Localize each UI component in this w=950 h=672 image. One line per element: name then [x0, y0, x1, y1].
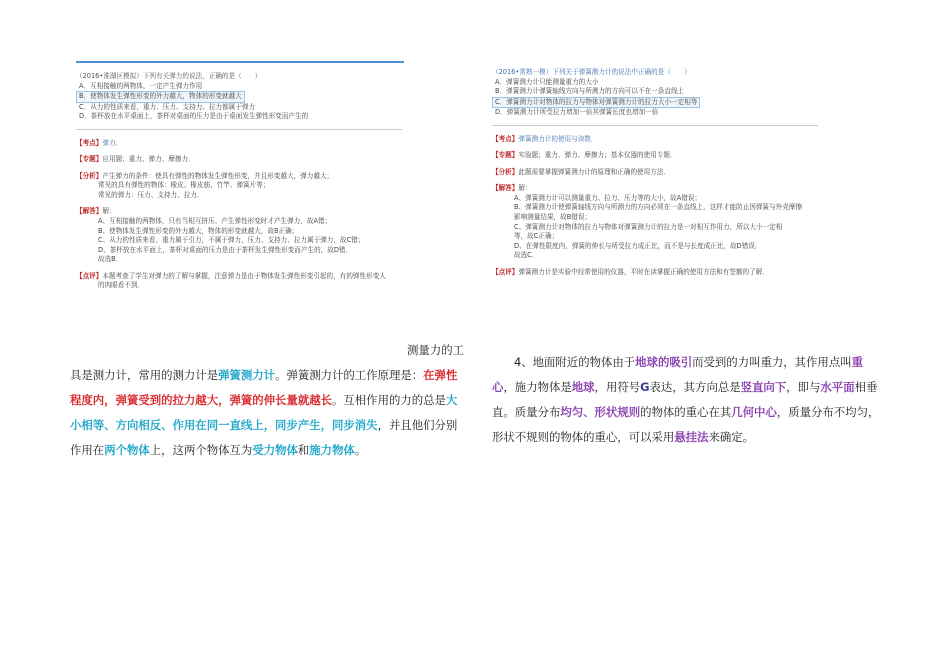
right-text-seg: ，质量分布不均匀，形状不规则的物体的重心，可以采用	[492, 405, 880, 444]
left-kaodian-tag: 【考点】	[76, 138, 103, 147]
highlight-geometric-center: 几何中心	[731, 405, 777, 419]
right-dianping-text: 弹簧测力计是实验中经常使用的仪器，平时在读掌握正确的使用方法和有签额的了解．	[518, 267, 769, 276]
left-dianping	[76, 272, 406, 282]
left-question-stem: （2016•淮湖区模拟）下列有关弹力的说法，正确的是（ ）	[76, 72, 262, 80]
highlight-equal-opposite: 大小相等、方向相反、作用在同一直线上，同步产生，同步消失	[70, 393, 458, 432]
right-text-seg: 来确定。	[708, 430, 755, 444]
left-zhuanti-tag: 【专题】	[76, 155, 103, 164]
right-option-d: D．弹簧测力计所受拉力增加一倍其弹簧长度也增加一倍	[495, 108, 659, 117]
left-option-b: B．使物体发生弹性形变的外力越大，物体的形变就越大	[76, 91, 245, 103]
right-jieda-line-3: 影响测量结果，故B错误；	[514, 213, 592, 222]
left-kaodian-text: 弹力．	[102, 138, 123, 147]
right-kaodian-text: 弹簧测力计的使用与读数．	[518, 134, 598, 143]
right-body-paragraph	[492, 350, 882, 450]
right-option-c: C．弹簧测力计对物体的拉力与物体对弹簧测力计的拉力大小一定相等	[492, 97, 700, 109]
left-text-seg: 上，这两个物体互为	[149, 443, 253, 457]
right-text-seg: 而受到的力叫重力，其作用点叫	[692, 355, 852, 369]
right-zhuanti	[492, 151, 822, 161]
highlight-spring-scale: 弹簧测力计	[218, 368, 276, 382]
right-option-a: A．弹簧测力计只能测量重力的大小	[495, 77, 599, 86]
left-option-d: D．茶杯放在水平桌面上，茶杯对桌面的压力是由于桌面发生弹性形变而产生的	[79, 112, 309, 121]
left-jieda-head: 解：	[102, 207, 116, 216]
right-dianping	[492, 268, 822, 278]
left-text-seg: 具是测力计，常用的测力计是	[70, 368, 219, 382]
right-jieda-line-7: 故选C．	[514, 251, 539, 260]
left-dianping-line-1: 本题考查了学生对弹力的了解与掌握，注意弹力是由于物体发生弹性形变引起的，有的弹性形变人	[102, 271, 386, 280]
left-jieda-line-2: B、使物体发生弹性形变的外力越大，物体的形变就越大，故B正确；	[98, 226, 299, 235]
right-text-seg: 相垂直。质量分布	[492, 380, 878, 419]
right-question-stem: （2016•常熟一模）下列关于弹簧测力计的说法中正确的是（ ）	[492, 68, 691, 76]
highlight-earth-attraction: 地球的吸引	[635, 355, 693, 369]
highlight-uniform-regular: 均匀、形状规则	[560, 405, 641, 419]
right-text-seg: 的物体的重心在其	[640, 405, 732, 419]
right-jieda	[492, 184, 822, 194]
left-dianping-line-2: 的肉眼看不到．	[98, 281, 145, 290]
left-jieda-line-1: A、互相接触的两物体，只有当相互挤压、产生弹性形变时才产生弹力，故A错；	[98, 217, 332, 226]
left-fenxi-tag: 【分析】	[76, 171, 103, 180]
right-fenxi-text: 此题需要掌握弹簧测力计的原理和正确的使用方法．	[518, 167, 671, 176]
left-body-paragraph	[70, 363, 466, 463]
right-kaodian	[492, 135, 822, 145]
right-text-seg: 4、地面附近的物体由于	[514, 355, 636, 369]
left-text-seg: ，并且他们分别作用在	[70, 418, 458, 457]
left-option-a: A．互相接触的两物体，一定产生弹力作用	[79, 81, 203, 90]
left-text-seg: 。	[354, 443, 367, 457]
highlight-earth: 地球	[571, 380, 595, 394]
left-jieda-tag: 【解答】	[76, 207, 103, 216]
left-text-seg: 。弹簧测力计的工作原理是：	[275, 368, 424, 382]
left-zhuanti	[76, 155, 406, 165]
left-jieda-line-5: 故选B．	[98, 255, 123, 264]
right-zhuanti-text: 实验题；重力、弹力、摩擦力；基本仪器的使用专题．	[518, 151, 677, 160]
right-text-seg: 表达，其方向总是	[649, 380, 741, 394]
left-body-text	[70, 338, 466, 463]
highlight-horizontal-plane: 水平面	[820, 380, 855, 394]
right-jieda-line-6: D、在弹性限度内，弹簧的伸长与所受拉力成正比，而不是与长度成正比，故D错误．	[514, 241, 762, 250]
right-kaodian-tag: 【考点】	[492, 134, 519, 143]
highlight-applying-object: 施力物体	[309, 443, 355, 457]
left-jieda-line-3: C、从力的性质来看，重力属于引力，不属于弹力，压力、支持力、拉力属于弹力，故C错；	[98, 236, 365, 245]
left-divider	[76, 129, 402, 130]
right-dianping-tag: 【点评】	[492, 267, 519, 276]
right-fenxi	[492, 168, 822, 178]
right-text-seg: ，施力物体是	[503, 380, 572, 394]
right-jieda-line-1: A、弹簧测力计可以测量重力、拉力、压力等的大小，故A错误；	[514, 193, 702, 202]
left-text-seg: 和	[297, 443, 310, 457]
left-dianping-tag: 【点评】	[76, 271, 103, 280]
right-zhuanti-tag: 【专题】	[492, 151, 519, 160]
right-fenxi-tag: 【分析】	[492, 167, 519, 176]
right-jieda-line-5: 等，故C正确；	[514, 232, 559, 241]
left-question-panel	[76, 62, 406, 291]
left-option-c: C．从力的性质来看，重力、压力、支持力、拉力都属于弹力	[79, 102, 256, 111]
highlight-two-objects: 两个物体	[104, 443, 150, 457]
right-jieda-tag: 【解答】	[492, 184, 519, 193]
left-kaodian	[76, 139, 406, 149]
right-option-b: B．弹簧测力计弹簧轴线方向与所测力的方向可以不在一条直线上	[495, 87, 685, 96]
symbol-g: G	[640, 380, 650, 394]
right-jieda-line-4: C、弹簧测力计对物体的拉力与物体对弹簧测力计的拉力是一对相互作用力，所以大小一定相	[514, 222, 783, 231]
right-divider	[492, 125, 818, 126]
right-text-seg: ，即与	[786, 380, 821, 394]
highlight-vertical-down: 竖直向下	[740, 380, 787, 394]
right-jieda-line-2: B、弹簧测力计使弹簧轴线方向与所测力的方向必须在一条直线上，这样才能防止因弹簧与外壳摩擦	[514, 203, 803, 212]
left-fenxi	[76, 172, 406, 182]
highlight-principle: 在弹性程度内，弹簧受到的拉力越大，弹簧的伸长量就越长	[70, 368, 458, 407]
highlight-center-of-gravity: 重心	[492, 355, 864, 394]
highlight-suspension-method: 悬挂法	[674, 430, 709, 444]
left-zhuanti-text: 应用题；重力、弹力、摩擦力．	[102, 155, 195, 164]
left-fenxi-line-2: 常见的具有弹性的物体：橡皮、橡皮筋、竹竿、弹簧片等；	[98, 181, 270, 190]
right-text-seg: ，用符号	[594, 380, 641, 394]
left-body-first-line: 测量力的工	[407, 343, 464, 357]
highlight-receiving-object: 受力物体	[252, 443, 298, 457]
left-text-seg: 。互相作用的力的总是	[332, 393, 446, 407]
right-question-panel	[492, 64, 822, 277]
left-jieda-line-4: D、茶杯放在水平面上，茶杯对桌面的压力是由于茶杯发生弹性形变而产生的，故D错．	[98, 245, 353, 254]
right-jieda-head: 解：	[518, 184, 532, 193]
left-jieda	[76, 207, 406, 217]
left-fenxi-line-3: 常见的弹力：压力、支持力、拉力．	[98, 190, 204, 199]
left-fenxi-line-1: 产生弹力的条件：使具有弹性的物体发生弹性形变，并且形变越大，弹力越大；	[102, 171, 334, 180]
right-body-text	[492, 350, 882, 450]
